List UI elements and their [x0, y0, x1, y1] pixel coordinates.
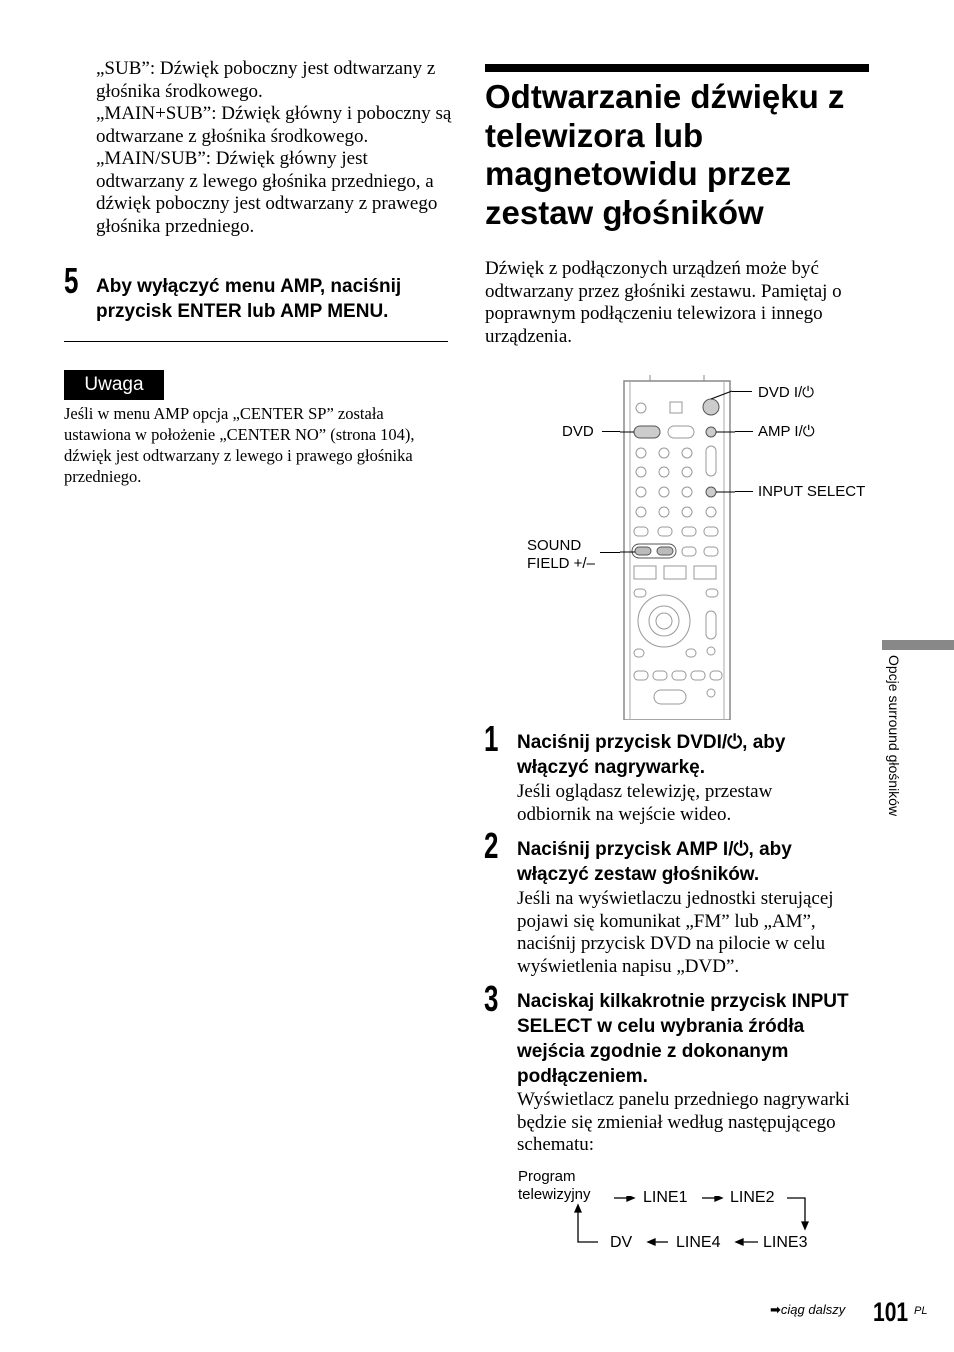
side-tab-bar [882, 640, 954, 650]
step-3-title: Naciskaj kilkakrotnie przycisk INPUT SELECT w celu wybrania źródła wejścia zgodnie z dokonanym podłączeniem. [517, 991, 849, 1087]
flow-line4: LINE4 [676, 1234, 721, 1251]
label-dvd: DVD [562, 423, 594, 440]
flow-arrows [570, 1196, 820, 1256]
step-3-body: Wyświetlacz panelu przedniego nagrywarki będzie się zmieniał według następującego schematu: [517, 1089, 850, 1155]
flow-program-line2: telewizyjny [518, 1186, 591, 1203]
continued-text: ciąg dalszy [780, 1302, 846, 1317]
step-2-number: 2 [484, 825, 499, 866]
main-sub-description: „MAIN+SUB”: Dźwięk główny i poboczny są odtwarzane z głośnika środkowego. [96, 103, 452, 147]
remote-illustration [620, 375, 735, 720]
label-input-select: INPUT SELECT [758, 483, 866, 500]
sub-description: „SUB”: Dźwięk poboczny jest odtwarzany z głośnika środkowego. [96, 58, 436, 102]
section-heading: Odtwarzanie dźwięku z telewizora lub magnetowidu przez zestaw głośników [485, 78, 845, 231]
left-intro [96, 58, 452, 238]
heading-rule [485, 64, 869, 72]
step-3-number: 3 [484, 978, 499, 1019]
note-text: Jeśli w menu AMP opcja „CENTER SP” została ustawiona w położenie „CENTER NO” (strona 104), dźwięk jest odtwarzany z lewego i prawego głośnika przedniego. [64, 404, 415, 486]
side-tab-label: Opcje surround głośników [886, 655, 902, 817]
label-sound-field-line2: FIELD +/– [527, 555, 595, 572]
step-2-title: Naciśnij przycisk AMP I/⏻, aby włączyć zestaw głośników. [517, 839, 792, 885]
step-1-body: Jeśli oglądasz telewizję, przestaw odbiornik na wejście wideo. [517, 781, 773, 825]
callout-sound-line [600, 552, 620, 553]
main-slash-sub-description: „MAIN/SUB”: Dźwięk główny jest odtwarzany z lewego głośnika przedniego, a dźwięk poboczny jest odtwarzany z prawego głośnika przedniego. [96, 148, 438, 237]
flow-line1: LINE1 [643, 1189, 688, 1206]
page-number: 101 [873, 1297, 909, 1327]
step-2-body: Jeśli na wyświetlaczu jednostki sterującej pojawi się komunikat „FM” lub „AM”, naciśnij przycisk DVD na pilocie w celu wyświetlenia napisu „DVD”. [517, 888, 834, 977]
label-sound-field-line1: SOUND [527, 537, 582, 554]
callout-amp-line [735, 431, 753, 432]
continued-arrow-icon: ➡ [770, 1302, 781, 1317]
page-lang: PL [914, 1305, 928, 1317]
flow-program-line1: Program [518, 1168, 576, 1185]
step-5-title: Aby wyłączyć menu AMP, naciśnij przycisk ENTER lub AMP MENU. [96, 276, 402, 322]
callout-dvd-line [602, 431, 620, 432]
callout-input-line [735, 491, 753, 492]
flow-dv: DV [610, 1234, 633, 1251]
note-divider [64, 341, 448, 342]
callout-dvd-power-line [732, 391, 752, 392]
continued-note [770, 1302, 845, 1318]
label-dvd-power: DVD I/⏻ [758, 384, 815, 401]
flow-line3: LINE3 [763, 1234, 808, 1251]
step-1-title: Naciśnij przycisk DVDI/⏻, aby włączyć nagrywarkę. [517, 732, 786, 778]
note-label-text: Uwaga [84, 374, 144, 395]
label-amp-power: AMP I/⏻ [758, 423, 815, 440]
note-label [64, 370, 164, 400]
flow-line2: LINE2 [730, 1189, 775, 1206]
step-1-number: 1 [484, 718, 499, 759]
section-intro: Dźwięk z podłączonych urządzeń może być odtwarzany przez głośniki zestawu. Pamiętaj o poprawnym podłączeniu telewizora i innego urządzenia. [485, 258, 842, 347]
step-5-number: 5 [64, 260, 79, 301]
